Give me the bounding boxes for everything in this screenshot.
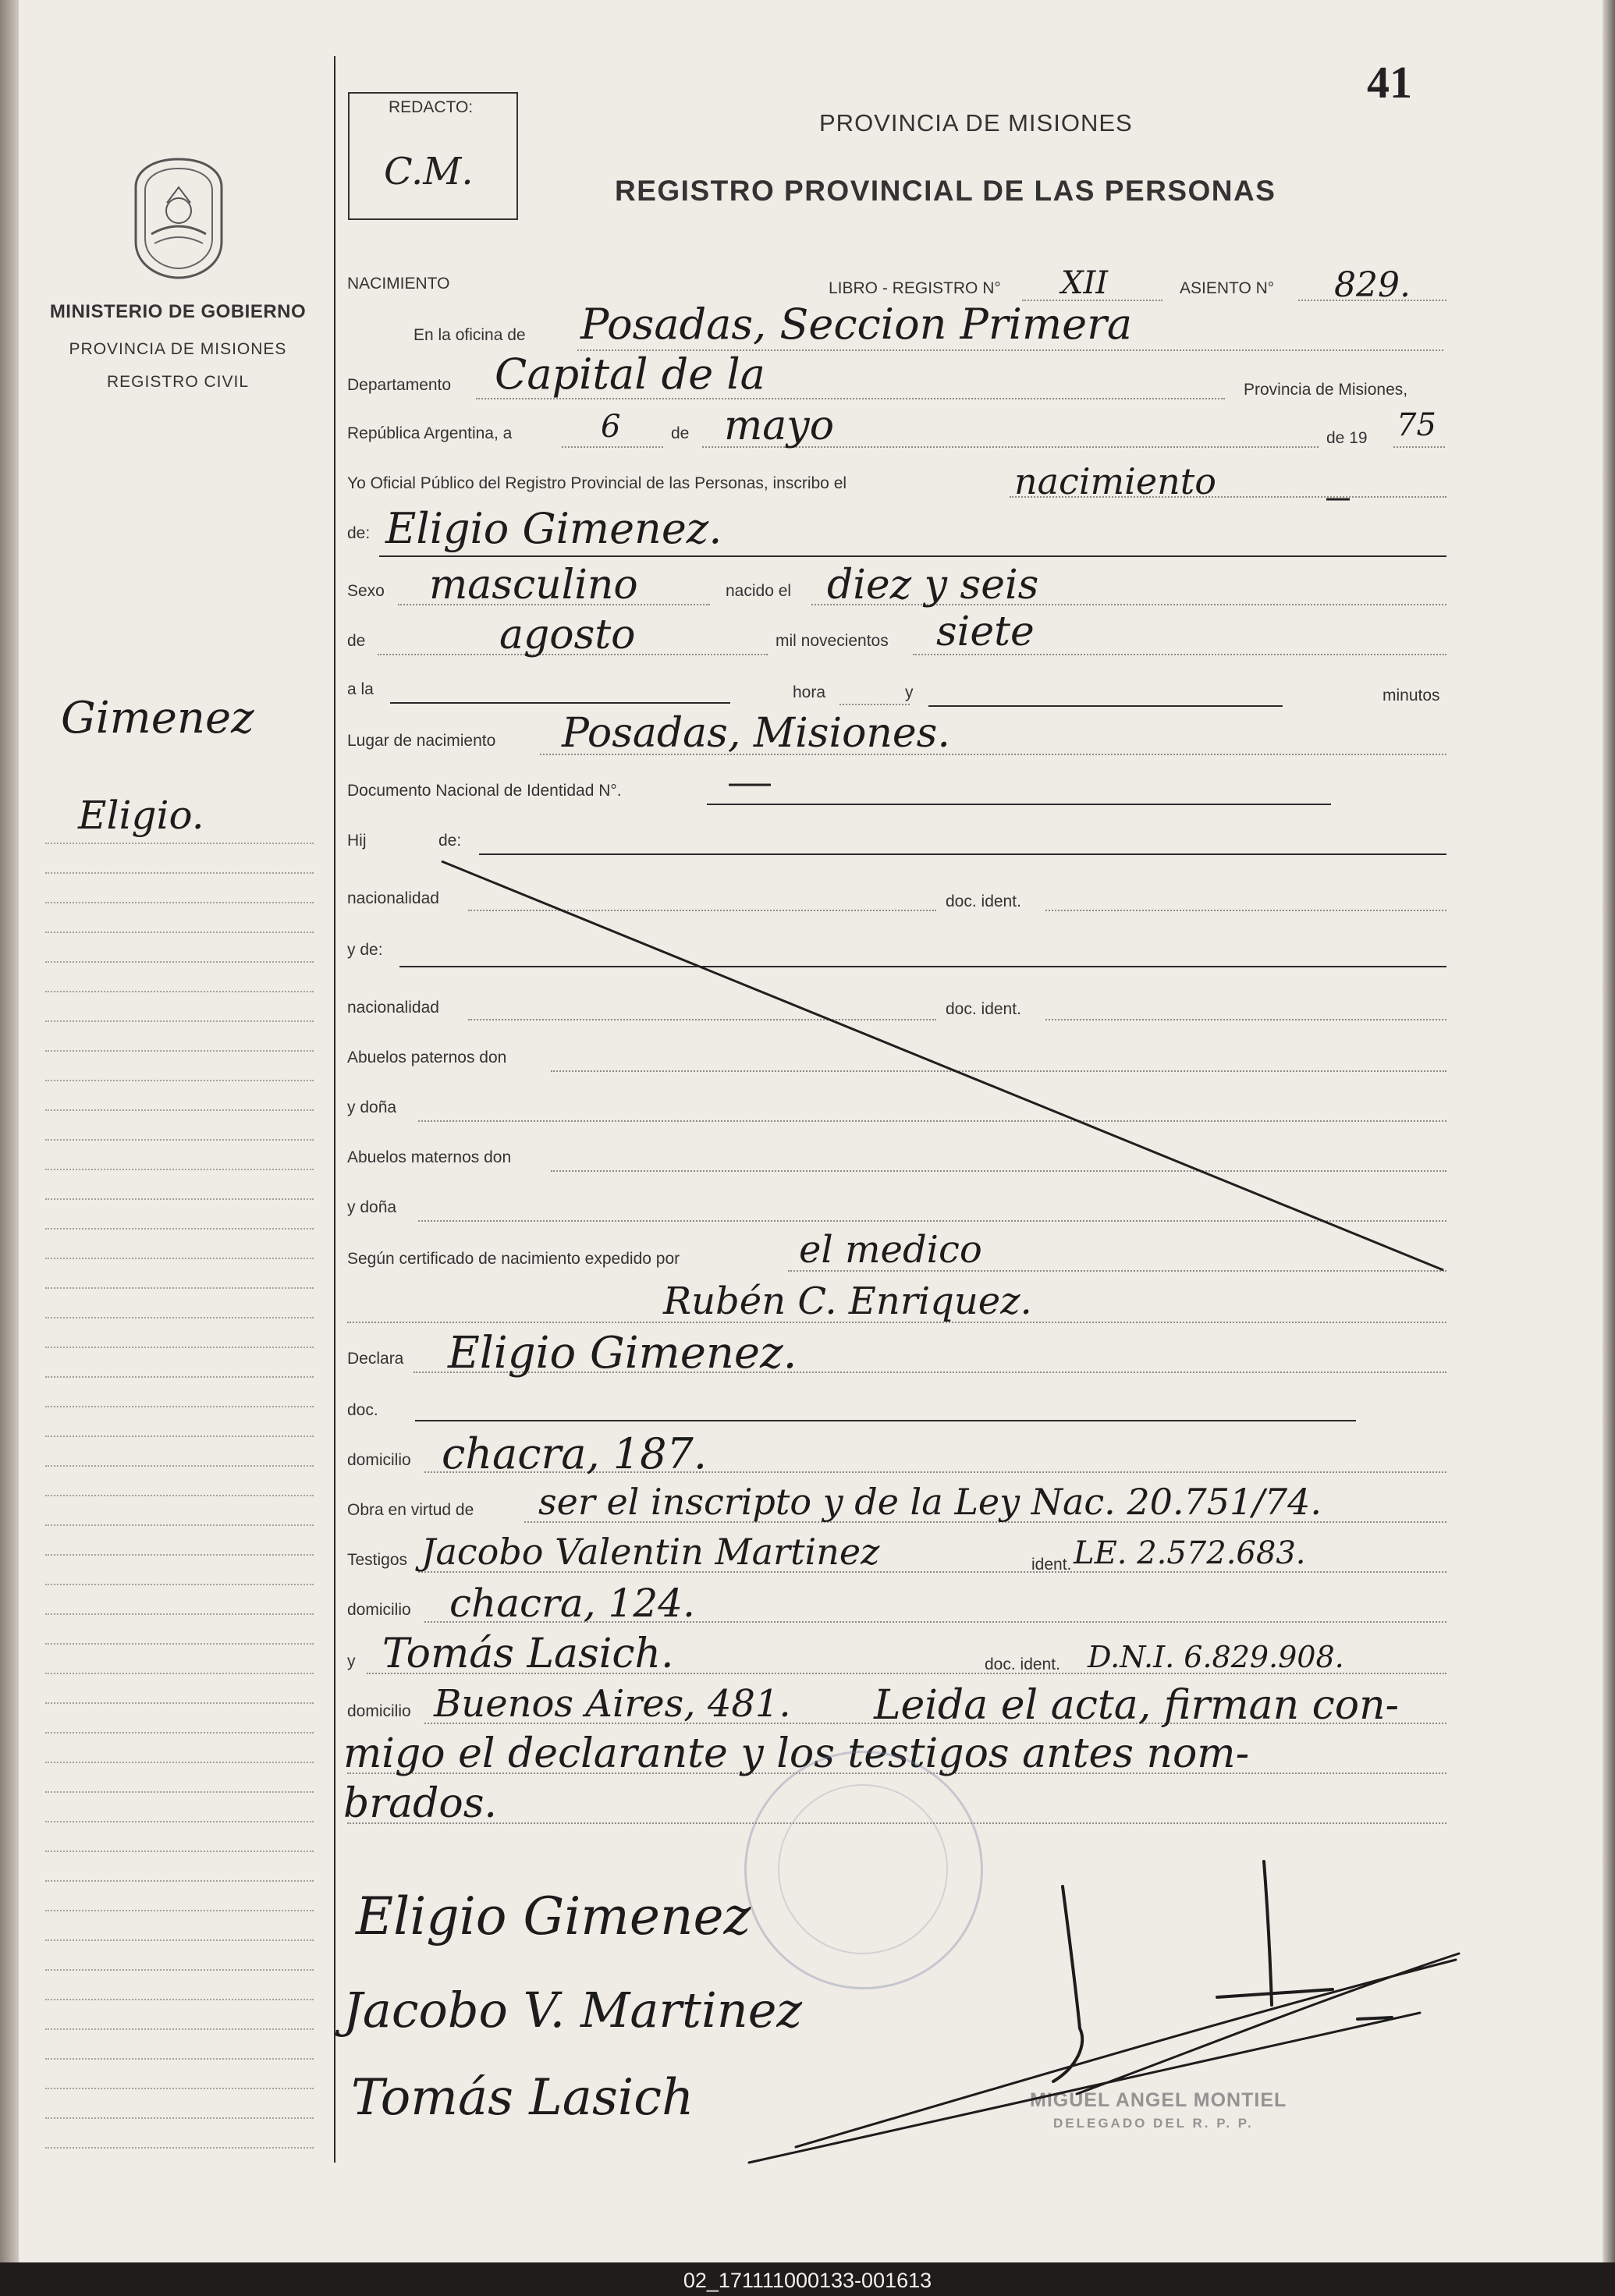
ministry-province: PROVINCIA DE MISIONES <box>69 340 287 358</box>
de-19-label: de 19 <box>1326 429 1368 447</box>
official-signature <box>1053 1861 1392 2081</box>
domicilio-3-label: domicilio <box>347 1702 411 1720</box>
signature-testigo-1: Jacobo V. Martinez <box>343 1982 803 2039</box>
obra-label: Obra en virtud de <box>347 1501 474 1519</box>
nacionalidad-2-label: nacionalidad <box>347 999 439 1017</box>
nacido-el-value: diez y seis <box>827 562 1039 609</box>
section-label: NACIMIENTO <box>347 275 450 293</box>
margin-given-name: Eligio. <box>78 793 204 838</box>
closing-text-1: Leida el acta, firman con- <box>874 1682 1400 1729</box>
de-mes-label: de <box>347 632 366 650</box>
testigo-2-domicilio-value: Buenos Aires, 481. <box>434 1682 791 1726</box>
provincia-misiones-label: Provincia de Misiones, <box>1244 381 1408 399</box>
oficial-label: Yo Oficial Público del Registro Provincial de las Personas, inscribo el <box>347 474 847 492</box>
libro-value: XII <box>1061 265 1109 301</box>
official-title-stamp: DELEGADO DEL R. P. P. <box>1053 2116 1254 2131</box>
hora-label: hora <box>793 683 826 701</box>
padre-label: de: <box>438 832 462 850</box>
ministry-registry: REGISTRO CIVIL <box>106 373 250 391</box>
abuelos-maternos-label: Abuelos maternos don <box>347 1148 512 1166</box>
anio-value: 75 <box>1397 407 1436 443</box>
dni-label: Documento Nacional de Identidad N°. <box>347 782 622 800</box>
sexo-label: Sexo <box>347 582 385 600</box>
departamento-value: Capital de la <box>495 350 765 399</box>
nombre-value: Eligio Gimenez. <box>385 504 722 553</box>
testigo-2-value: Tomás Lasich. <box>382 1631 674 1677</box>
y-de-label: y de: <box>347 941 383 959</box>
doc-ident-label: doc. ident. <box>946 892 1021 910</box>
a-la-label: a la <box>347 680 374 698</box>
doc-ident-2-label: doc. ident. <box>946 1000 1021 1018</box>
ministry-name: MINISTERIO DE GOBIERNO <box>49 301 307 322</box>
testigo-1-value: Jacobo Valentin Martinez <box>421 1531 880 1573</box>
abuelos-paternos-label: Abuelos paternos don <box>347 1049 507 1066</box>
certificado-value-2: Rubén C. Enriquez. <box>663 1279 1032 1323</box>
de-nombre-label: de: <box>347 524 371 542</box>
libro-label: LIBRO - REGISTRO N° <box>829 279 1001 297</box>
testigo-2-doc-value: D.N.I. 6.829.908. <box>1088 1640 1344 1674</box>
province-header: PROVINCIA DE MISIONES <box>819 109 1133 137</box>
minutos-label: minutos <box>1383 687 1440 704</box>
asiento-label: ASIENTO N° <box>1180 279 1275 297</box>
closing-text-3: brados. <box>343 1780 497 1827</box>
official-name-stamp: MIGUEL ANGEL MONTIEL <box>1030 2089 1287 2111</box>
oficina-value: Posadas, Seccion Primera <box>580 300 1133 349</box>
departamento-label: Departamento <box>347 376 452 394</box>
margin-surname: Gimenez <box>61 693 254 743</box>
y-label: y <box>905 683 914 701</box>
testigo-1-doc-value: LE. 2.572.683. <box>1074 1535 1306 1571</box>
y-2-label: y <box>347 1652 356 1670</box>
signature-testigo-2: Tomás Lasich <box>351 2069 694 2127</box>
mes-value: mayo <box>724 403 834 449</box>
sexo-value: masculino <box>429 562 638 609</box>
redacto-value: C.M. <box>384 150 474 193</box>
image-caption: 02_171111000133-001613 <box>683 2269 932 2292</box>
declara-label: Declara <box>347 1350 404 1368</box>
testigo-1-domicilio-value: chacra, 124. <box>449 1581 695 1626</box>
obra-value: ser el inscripto y de la Ley Nac. 20.751/74. <box>538 1481 1322 1523</box>
redacto-label: REDACTO: <box>389 98 474 116</box>
closing-text-2: migo el declarante y los testigos antes nom- <box>343 1730 1250 1777</box>
declarante-value: Eligio Gimenez. <box>448 1328 797 1379</box>
official-signature-flourish <box>749 1954 1459 2163</box>
testigos-label: Testigos <box>347 1551 408 1569</box>
domicilio-2-label: domicilio <box>347 1601 411 1619</box>
nacionalidad-label: nacionalidad <box>347 889 439 907</box>
hij-label: Hij <box>347 832 367 850</box>
asiento-value: 829. <box>1334 265 1411 305</box>
registry-header: REGISTRO PROVINCIAL DE LAS PERSONAS <box>615 175 1276 207</box>
domicilio-label: domicilio <box>347 1451 411 1469</box>
acto-value: nacimiento <box>1014 460 1216 502</box>
republica-label: República Argentina, a <box>347 424 513 442</box>
mes-nac-value: agosto <box>499 612 636 658</box>
lugar-value: Posadas, Misiones. <box>562 710 950 757</box>
doc-label: doc. <box>347 1401 378 1419</box>
nacido-el-label: nacido el <box>726 582 792 600</box>
oficina-label: En la oficina de <box>414 326 526 344</box>
y-dona-label: y doña <box>347 1098 397 1116</box>
certificado-label: Según certificado de nacimiento expedido por <box>347 1250 680 1268</box>
ident-label: ident. <box>1031 1556 1072 1574</box>
lugar-label: Lugar de nacimiento <box>347 732 496 750</box>
y-dona-2-label: y doña <box>347 1198 397 1216</box>
doc-ident-3-label: doc. ident. <box>985 1655 1060 1673</box>
de-label: de <box>671 424 690 442</box>
anio-nac-value: siete <box>936 609 1035 655</box>
signature-declarante: Eligio Gimenez <box>356 1886 751 1946</box>
mil-novecientos-label: mil novecientos <box>776 632 889 650</box>
page-number: 41 <box>1367 57 1412 108</box>
domicilio-value: chacra, 187. <box>442 1429 708 1478</box>
certificado-value-1: el medico <box>799 1228 982 1272</box>
dia-value: 6 <box>601 409 621 445</box>
cancel-diagonal-line <box>442 861 1443 1270</box>
